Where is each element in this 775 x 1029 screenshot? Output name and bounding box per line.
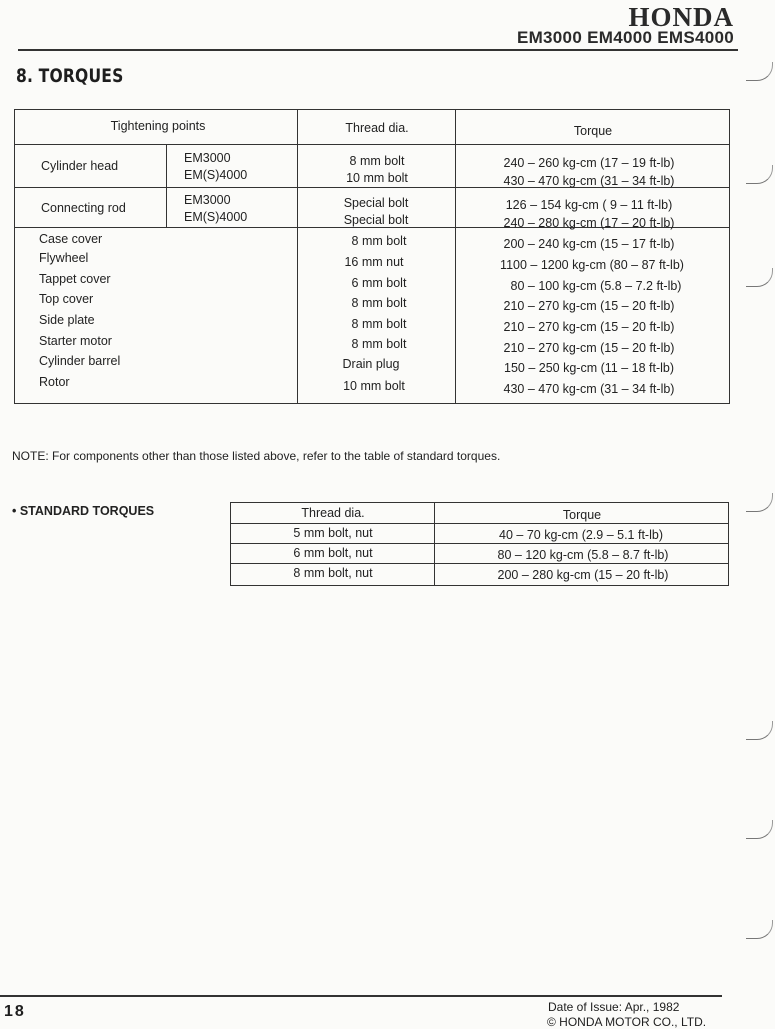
- tightening-point: Case cover: [39, 232, 103, 246]
- torque-cell: 126 – 154 kg-cm ( 9 – 11 ft-lb): [505, 198, 673, 212]
- tightening-point: Side plate: [39, 313, 95, 327]
- tightening-point: Starter motor: [39, 334, 112, 348]
- torque-cell: 240 – 280 kg-cm (17 – 20 ft-lb): [503, 216, 675, 230]
- torque-cell: 210 – 270 kg-cm (15 – 20 ft-lb): [503, 299, 675, 313]
- tightening-point: Cylinder head: [41, 159, 119, 173]
- torque-table: [14, 109, 730, 404]
- thread-cell: 8 mm bolt: [349, 154, 405, 168]
- standard-torques-table: [230, 502, 729, 586]
- tightening-point: Tappet cover: [39, 272, 111, 286]
- column-header: Thread dia.: [301, 506, 365, 520]
- note-text: NOTE: For components other than those listed above, refer to the table of standard torques.: [12, 449, 501, 463]
- brand-logo: HONDA: [628, 2, 734, 32]
- torque-cell: 150 – 250 kg-cm (11 – 18 ft-lb): [504, 361, 674, 375]
- torque-cell: 200 – 280 kg-cm (15 – 20 ft-lb): [497, 568, 669, 582]
- model-cell: EM3000: [184, 193, 231, 207]
- thread-cell: 8 mm bolt, nut: [293, 566, 373, 580]
- copyright: © HONDA MOTOR CO., LTD.: [547, 1015, 707, 1029]
- column-header: Torque: [573, 124, 613, 138]
- thread-cell: Special bolt: [343, 196, 409, 210]
- column-header: Tightening points: [110, 119, 206, 133]
- torque-cell: 80 – 120 kg-cm (5.8 – 8.7 ft-lb): [497, 548, 669, 562]
- row-divider: [15, 144, 729, 145]
- torque-cell: 430 – 470 kg-cm (31 – 34 ft-lb): [503, 174, 675, 188]
- torque-cell: 430 – 470 kg-cm (31 – 34 ft-lb): [503, 382, 675, 396]
- torque-cell: 80 – 100 kg-cm (5.8 – 7.2 ft-lb): [510, 279, 682, 293]
- thread-cell: 8 mm bolt: [351, 296, 407, 310]
- page-number: 18: [4, 1003, 26, 1020]
- tightening-point: Connecting rod: [41, 201, 126, 215]
- standard-torques-label: • STANDARD TORQUES: [12, 504, 155, 518]
- thread-cell: 10 mm bolt: [343, 379, 405, 393]
- binder-mark: [746, 62, 773, 81]
- section-title: 8. TORQUES: [16, 65, 124, 87]
- model-cell: EM(S)4000: [184, 168, 248, 182]
- tightening-point: Flywheel: [39, 251, 89, 265]
- binder-mark: [746, 820, 773, 839]
- thread-cell: 10 mm bolt: [346, 171, 408, 185]
- torque-cell: 40 – 70 kg-cm (2.9 – 5.1 ft-lb): [499, 528, 663, 542]
- torque-cell: 240 – 260 kg-cm (17 – 19 ft-lb): [503, 156, 675, 170]
- tightening-point: Cylinder barrel: [39, 354, 121, 368]
- column-header: Torque: [562, 508, 602, 522]
- binder-mark: [746, 493, 773, 512]
- torque-cell: 210 – 270 kg-cm (15 – 20 ft-lb): [503, 320, 675, 334]
- column-divider: [455, 110, 456, 403]
- torque-cell: 210 – 270 kg-cm (15 – 20 ft-lb): [503, 341, 675, 355]
- thread-cell: 8 mm bolt: [351, 234, 407, 248]
- tightening-point: Rotor: [39, 375, 70, 389]
- thread-cell: Special bolt: [343, 213, 409, 227]
- column-header: Thread dia.: [345, 121, 409, 135]
- footer-rule: [0, 995, 722, 997]
- thread-cell: 5 mm bolt, nut: [293, 526, 373, 540]
- binder-mark: [746, 721, 773, 740]
- binder-mark: [746, 165, 773, 184]
- binder-mark: [746, 920, 773, 939]
- binder-mark: [746, 268, 773, 287]
- column-divider: [166, 145, 167, 227]
- row-divider: [231, 543, 728, 544]
- thread-cell: 8 mm bolt: [351, 317, 407, 331]
- model-list: EM3000 EM4000 EMS4000: [516, 28, 734, 47]
- thread-cell: 6 mm bolt: [351, 276, 407, 290]
- torque-cell: 1100 – 1200 kg-cm (80 – 87 ft-lb): [500, 258, 684, 272]
- issue-date: Date of Issue: Apr., 1982: [548, 1000, 680, 1014]
- torque-cell: 200 – 240 kg-cm (15 – 17 ft-lb): [503, 237, 675, 251]
- tightening-point: Top cover: [39, 292, 94, 306]
- thread-cell: Drain plug: [342, 357, 400, 371]
- row-divider: [231, 563, 728, 564]
- model-cell: EM3000: [184, 151, 231, 165]
- thread-cell: 16 mm nut: [344, 255, 404, 269]
- thread-cell: 6 mm bolt, nut: [293, 546, 373, 560]
- row-divider: [231, 523, 728, 524]
- column-divider: [297, 110, 298, 403]
- model-cell: EM(S)4000: [184, 210, 248, 224]
- thread-cell: 8 mm bolt: [351, 337, 407, 351]
- header-rule: [18, 49, 738, 51]
